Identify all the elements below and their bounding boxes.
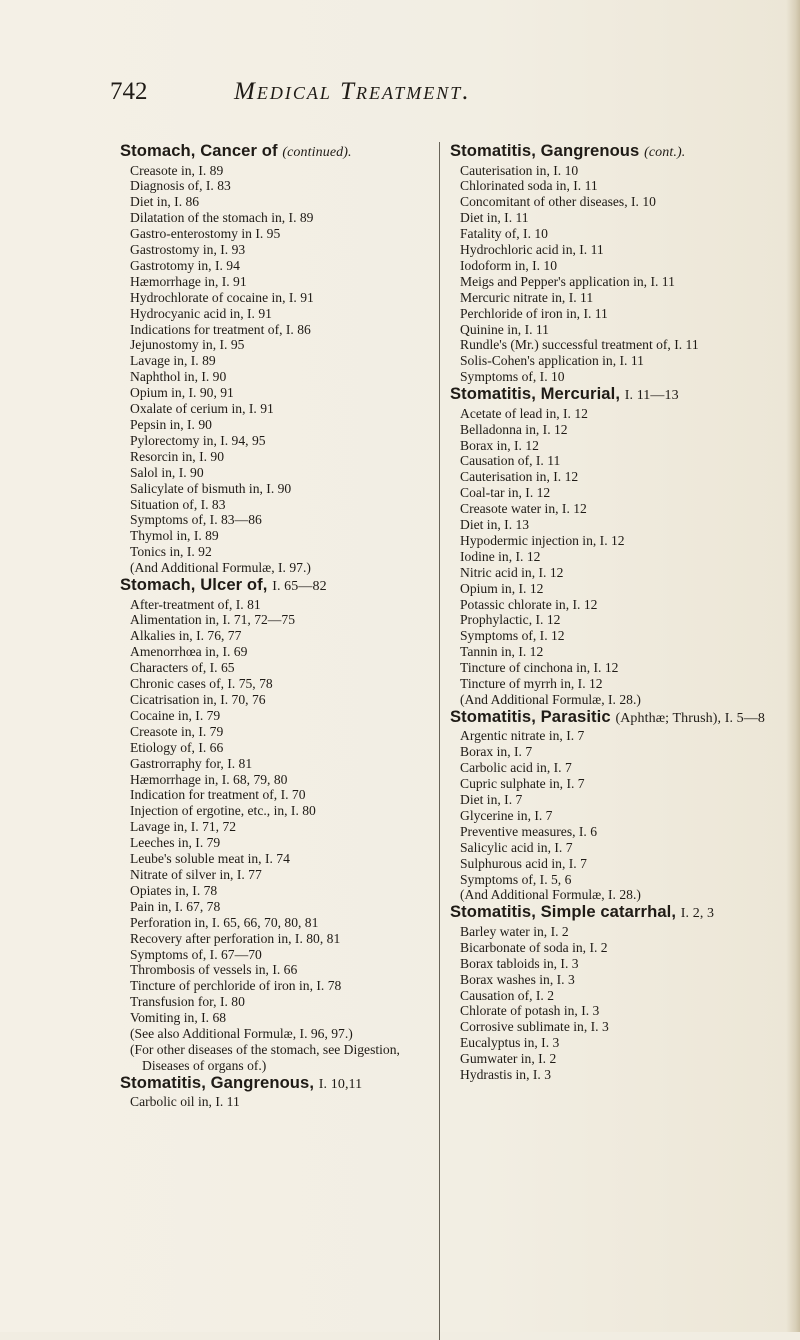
index-entry: Gastrorraphy for, I. 81 xyxy=(130,755,253,771)
index-entry: Creasote in, I. 79 xyxy=(130,723,224,739)
index-heading-text: Stomach, Cancer of xyxy=(120,141,283,160)
index-entry: Sulphurous acid in, I. 7 xyxy=(460,855,587,871)
index-entry: Diet in, I. 7 xyxy=(460,792,523,808)
index-entry: Lavage in, I. 71, 72 xyxy=(130,819,237,835)
index-entry: Creasote in, I. 89 xyxy=(130,162,224,178)
index-entry: Hydrochlorate of cocaine in, I. 91 xyxy=(130,289,314,305)
index-heading-reference: I. 10,11 xyxy=(318,1076,363,1092)
index-entry: Nitrate of silver in, I. 77 xyxy=(130,866,262,882)
index-entry: Creasote water in, I. 12 xyxy=(460,501,587,517)
index-entry: Perforation in, I. 65, 66, 70, 80, 81 xyxy=(130,914,319,930)
column-divider xyxy=(439,142,440,1340)
index-entry: Cauterisation in, I. 10 xyxy=(460,162,579,178)
index-entry: Tincture of cinchona in, I. 12 xyxy=(460,660,619,676)
index-entry: Hæmorrhage in, I. 68, 79, 80 xyxy=(130,771,288,787)
index-entry: Argentic nitrate in, I. 7 xyxy=(460,728,585,744)
index-entry: Gumwater in, I. 2 xyxy=(460,1051,557,1067)
index-entry: (See also Additional Formulæ, I. 96, 97.) xyxy=(130,1026,353,1042)
index-entry: (And Additional Formulæ, I. 97.) xyxy=(130,560,311,576)
index-entry: Borax washes in, I. 3 xyxy=(460,971,575,987)
index-entry: Borax tabloids in, I. 3 xyxy=(460,955,579,971)
index-heading-text: Stomatitis, Parasitic xyxy=(450,706,616,726)
index-entry: After-treatment of, I. 81 xyxy=(130,596,261,612)
index-entry: Glycerine in, I. 7 xyxy=(460,807,553,823)
index-entry: Gastro-enterostomy in I. 95 xyxy=(130,226,281,242)
index-entry: Pylorectomy in, I. 94, 95 xyxy=(130,432,266,448)
index-entry: Leeches in, I. 79 xyxy=(130,835,221,851)
index-entry: (And Additional Formulæ, I. 28.) xyxy=(460,887,641,903)
index-entry: Hæmorrhage in, I. 91 xyxy=(130,273,247,289)
index-entry: Borax in, I. 12 xyxy=(460,437,539,453)
index-entry: Chlorinated soda in, I. 11 xyxy=(460,178,598,194)
index-entry: (For other diseases of the stomach, see Digestion, Diseases of organs of.) xyxy=(130,1041,400,1073)
index-entry: Thymol in, I. 89 xyxy=(130,528,219,544)
index-entry: Acetate of lead in, I. 12 xyxy=(460,405,588,421)
index-entry: Salicylic acid in, I. 7 xyxy=(460,839,573,855)
page-number: 742 xyxy=(110,78,148,105)
index-entry: Gastrotomy in, I. 94 xyxy=(130,257,240,273)
index-entry: Diet in, I. 86 xyxy=(130,194,200,210)
index-entry: Chlorate of potash in, I. 3 xyxy=(460,1003,600,1019)
index-entry: Cicatrisation in, I. 70, 76 xyxy=(130,692,266,707)
index-entry: Symptoms of, I. 5, 6 xyxy=(460,871,572,887)
index-entry: Hypodermic injection in, I. 12 xyxy=(460,532,625,548)
index-column-right xyxy=(450,142,766,1083)
running-head xyxy=(110,74,750,114)
index-entry: Iodine in, I. 12 xyxy=(460,548,541,564)
index-entry: Iodoform in, I. 10 xyxy=(460,257,558,273)
index-heading-text: Stomatitis, Gangrenous xyxy=(450,141,645,160)
index-entry: Dilatation of the stomach in, I. 89 xyxy=(130,210,314,226)
index-heading-text: Stomach, Ulcer of, xyxy=(120,575,273,595)
index-entry: Bicarbonate of soda in, I. 2 xyxy=(460,939,608,955)
index-heading-reference: I. 11—13 xyxy=(624,388,679,404)
index-entry: Tincture of perchloride of iron in, I. 78 xyxy=(130,978,342,994)
index-entry: Solis-Cohen's application in, I. 11 xyxy=(460,353,644,369)
index-heading-text: Stomatitis, Simple catarrhal, xyxy=(450,902,681,922)
continued-marker: (cont.). xyxy=(644,145,686,160)
index-entry: Recovery after perforation in, I. 80, 81 xyxy=(130,930,341,946)
index-entry: Opium in, I. 90, 91 xyxy=(130,385,234,401)
index-entry: Leube's soluble meat in, I. 74 xyxy=(130,851,290,867)
continued-marker: (continued). xyxy=(282,145,352,160)
index-entry: Etiology of, I. 66 xyxy=(130,739,224,755)
index-entry: Prophylactic, I. 12 xyxy=(460,612,561,628)
index-heading-reference: I. 2, 3 xyxy=(680,906,715,922)
index-entry: Vomiting in, I. 68 xyxy=(130,1010,227,1026)
index-entry: Diet in, I. 11 xyxy=(460,210,529,226)
index-entry: Causation of, I. 2 xyxy=(460,987,555,1003)
index-entry: Transfusion for, I. 80 xyxy=(130,994,245,1010)
index-entry: Symptoms of, I. 67—70 xyxy=(130,946,262,962)
index-entry: Hydrastis in, I. 3 xyxy=(460,1067,551,1083)
index-heading-text: Stomatitis, Mercurial, xyxy=(450,384,625,404)
index-entry: Coal-tar in, I. 12 xyxy=(460,485,551,501)
index-entry: Amenorrhœa in, I. 69 xyxy=(130,644,248,660)
index-entry: Indications for treatment of, I. 86 xyxy=(130,321,311,337)
index-entry: (And Additional Formulæ, I. 28.) xyxy=(460,692,641,707)
index-entry: Diagnosis of, I. 83 xyxy=(130,178,231,194)
index-entry: Salicylate of bismuth in, I. 90 xyxy=(130,480,292,496)
index-entry: Symptoms of, I. 10 xyxy=(460,369,565,385)
index-entry: Carbolic acid in, I. 7 xyxy=(460,760,572,776)
index-heading xyxy=(450,142,766,163)
index-entry: Cocaine in, I. 79 xyxy=(130,707,221,723)
index-entry: Tonics in, I. 92 xyxy=(130,544,212,560)
index-entry: Eucalyptus in, I. 3 xyxy=(460,1035,560,1051)
index-column-left xyxy=(120,142,436,1110)
index-entry: Borax in, I. 7 xyxy=(460,744,533,760)
index-heading xyxy=(120,1074,436,1095)
index-entry: Diet in, I. 13 xyxy=(460,517,530,533)
index-entry: Hydrochloric acid in, I. 11 xyxy=(460,242,604,258)
index-entry: Barley water in, I. 2 xyxy=(460,923,569,939)
index-heading-text: Stomatitis, Gangrenous, xyxy=(120,1072,319,1092)
index-heading xyxy=(120,576,436,597)
index-heading xyxy=(450,903,766,924)
index-entry: Symptoms of, I. 83—86 xyxy=(130,512,262,528)
index-entry: Injection of ergotine, etc., in, I. 80 xyxy=(130,803,316,819)
page-edge-shadow xyxy=(786,0,800,1332)
index-entry: Hydrocyanic acid in, I. 91 xyxy=(130,305,272,321)
index-entry: Cupric sulphate in, I. 7 xyxy=(460,776,585,792)
index-entry: Concomitant of other diseases, I. 10 xyxy=(460,194,656,210)
index-entry: Chronic cases of, I. 75, 78 xyxy=(130,676,273,692)
index-entry: Symptoms of, I. 12 xyxy=(460,628,565,644)
index-entry: Pepsin in, I. 90 xyxy=(130,417,212,432)
section-title: Medical Treatment. xyxy=(234,78,471,105)
index-entry: Oxalate of cerium in, I. 91 xyxy=(130,401,274,417)
index-heading xyxy=(450,708,766,729)
index-entry: Preventive measures, I. 6 xyxy=(460,823,598,839)
index-entry: Situation of, I. 83 xyxy=(130,496,226,512)
index-entry: Opium in, I. 12 xyxy=(460,580,544,596)
index-entry: Meigs and Pepper's application in, I. 11 xyxy=(460,273,675,289)
index-entry: Thrombosis of vessels in, I. 66 xyxy=(130,962,298,978)
index-entry: Corrosive sublimate in, I. 3 xyxy=(460,1019,609,1035)
index-entry: Indication for treatment of, I. 70 xyxy=(130,787,306,803)
index-entry: Alkalies in, I. 76, 77 xyxy=(130,628,242,644)
index-entry: Nitric acid in, I. 12 xyxy=(460,564,564,580)
index-entry: Alimentation in, I. 71, 72—75 xyxy=(130,612,295,628)
index-entry: Gastrostomy in, I. 93 xyxy=(130,242,246,258)
index-entry: Belladonna in, I. 12 xyxy=(460,421,568,437)
index-entry: Carbolic oil in, I. 11 xyxy=(130,1094,240,1110)
index-heading-reference: I. 65—82 xyxy=(272,579,327,595)
index-entry: Tannin in, I. 12 xyxy=(460,644,544,660)
index-heading-reference: (Aphthæ; Thrush), I. 5—8 xyxy=(615,710,765,726)
index-entry: Fatality of, I. 10 xyxy=(460,226,548,242)
index-entry: Jejunostomy in, I. 95 xyxy=(130,337,245,353)
index-entry: Characters of, I. 65 xyxy=(130,660,235,676)
index-entry: Tincture of myrrh in, I. 12 xyxy=(460,676,603,692)
index-entry: Naphthol in, I. 90 xyxy=(130,369,227,385)
index-entry: Cauterisation in, I. 12 xyxy=(460,469,579,485)
index-heading xyxy=(450,385,766,406)
index-entry: Causation of, I. 11 xyxy=(460,453,561,469)
index-entry: Potassic chlorate in, I. 12 xyxy=(460,596,598,612)
index-entry: Mercuric nitrate in, I. 11 xyxy=(460,289,594,305)
index-entry: Opiates in, I. 78 xyxy=(130,882,218,898)
index-entry: Pain in, I. 67, 78 xyxy=(130,898,221,914)
index-entry: Rundle's (Mr.) successful treatment of, I. 11 xyxy=(460,337,699,353)
index-entry: Quinine in, I. 11 xyxy=(460,321,549,337)
index-entry: Lavage in, I. 89 xyxy=(130,353,216,369)
index-entry: Resorcin in, I. 90 xyxy=(130,448,225,464)
index-heading xyxy=(120,142,436,163)
index-entry: Perchloride of iron in, I. 11 xyxy=(460,305,608,321)
index-entry: Salol in, I. 90 xyxy=(130,464,204,480)
